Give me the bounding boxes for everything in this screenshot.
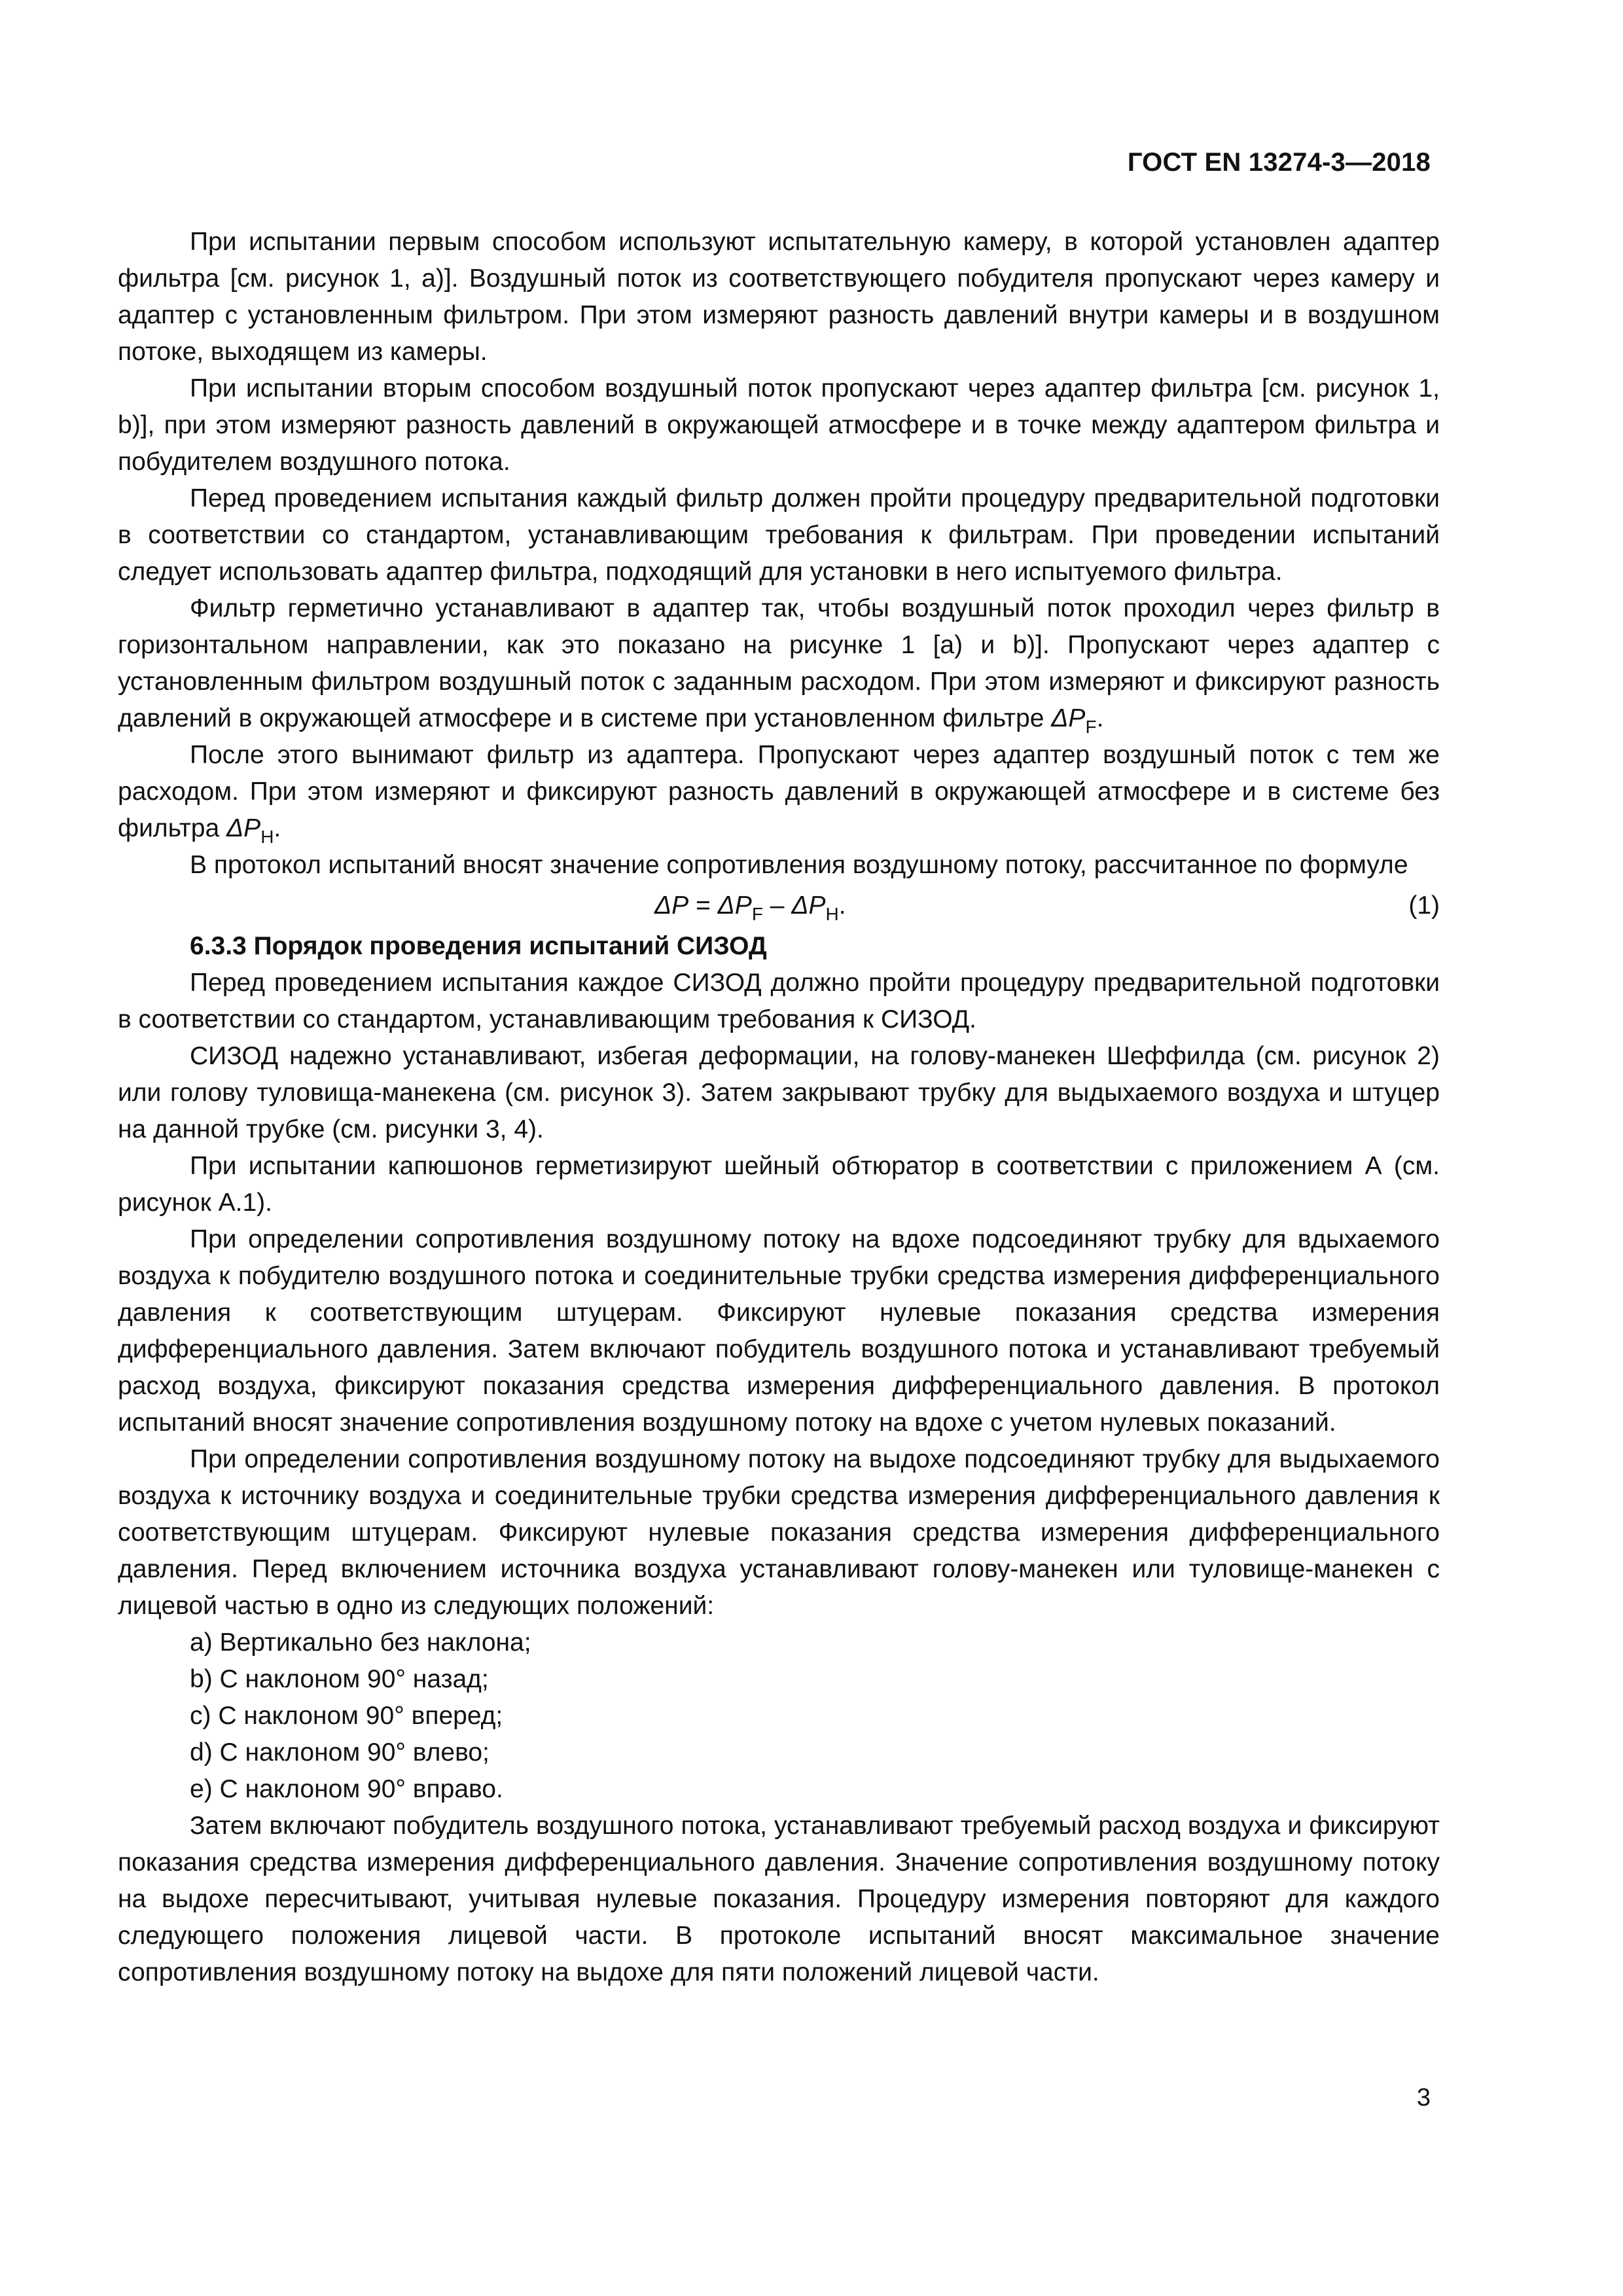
subscript: H [260,827,274,847]
formula-equals: = [688,891,718,920]
subscript: H [825,904,839,924]
list-item: b) С наклоном 90° назад; [190,1665,489,1693]
document-code-header: ГОСТ EN 13274-3—2018 [1127,148,1431,177]
subscript: F [751,904,763,924]
formula-number: (1) [1408,891,1440,920]
punctuation: . [838,891,846,920]
punctuation: . [1096,704,1104,732]
formula-term-f: ΔP [717,891,752,920]
list-item: е) С наклоном 90° вправо. [190,1775,503,1803]
paragraph [118,590,1440,737]
delta-p-symbol: ΔP [226,814,261,842]
formula-lhs: ΔP [654,891,689,920]
formula-minus: – [762,891,792,920]
paragraph-text: Фильтр герметично устанавливают в адаптер так, чтобы воздушный поток проходил через фильтр в горизонтальном направлении, как это показано на рисунке 1 [а) и b)]. Пропускают через адаптер с установленным фильтром воздушный поток с заданным расходом. При этом измеряют и фиксируют разность давлений в окружающей атмосфере и в системе при установленном фильтре [118,594,1440,732]
section-heading: 6.3.3 Порядок проведения испытаний СИЗОД [190,932,767,960]
paragraph [118,737,1440,847]
formula-block [118,884,1440,928]
list-item: а) Вертикально без наклона; [190,1628,531,1657]
page-body [118,224,1440,1991]
list-item: c) С наклоном 90° вперед; [190,1702,503,1730]
paragraph: При определении сопротивления воздушному потоку на вдохе подсоединяют трубку для вдыхаемого воздуха к побудителю воздушного потока и соединительные трубки средства измерения дифференциального давления к соответствующим штуцерам. Фиксируют нулевые показания средства измерения дифференциального давления. Затем включают побудитель воздушного потока и устанавливают требуемый расход воздуха, фиксируют показания средства измерения дифференциального давления. В протокол испытаний вносят значение сопротивления воздушному потоку на вдохе с учетом нулевых показаний. [118,1225,1440,1437]
formula-term-h: ΔP [791,891,826,920]
paragraph: При испытании вторым способом воздушный поток пропускают через адаптер фильтра [см. рисунок 1, b)], при этом измеряют разность давлений в окружающей атмосфере и в точке между адаптером фильтра и побудителем воздушного потока. [118,374,1440,476]
page-number: 3 [1416,2084,1431,2111]
list-item: d) С наклоном 90° влево; [190,1738,490,1767]
punctuation: . [274,814,281,842]
delta-p-symbol: ΔP [1051,704,1086,732]
paragraph: СИЗОД надежно устанавливают, избегая деформации, на голову-манекен Шеффилда (см. рисунок 2) или голову туловища-манекена (см. рисунок 3). Затем закрывают трубку для выдыхаемого воздуха и штуцер на данной трубке (см. рисунки 3, 4). [118,1042,1440,1143]
paragraph: При испытании капюшонов герметизируют шейный обтюратор в соответствии с приложением А (см. рисунок А.1). [118,1152,1440,1217]
paragraph-text: После этого вынимают фильтр из адаптера. Пропускают через адаптер воздушный поток с тем же расходом. При этом измеряют и фиксируют разность давлений в окружающей атмосфере и в системе без фильтра [118,741,1440,842]
paragraph: В протокол испытаний вносят значение сопротивления воздушному потоку, рассчитанное по формуле [190,851,1408,879]
paragraph: При определении сопротивления воздушному потоку на выдохе подсоединяют трубку для выдыхаемого воздуха к источнику воздуха и соединительные трубки средства измерения дифференциального давления к соответствующим штуцерам. Фиксируют нулевые показания средства измерения дифференциального давления. Перед включением источника воздуха устанавливают голову-манекен или туловище-манекен с лицевой частью в одно из следующих положений: [118,1445,1440,1620]
paragraph: При испытании первым способом используют испытательную камеру, в которой установлен адаптер фильтра [см. рисунок 1, а)]. Воздушный поток из соответствующего побудителя пропускают через камеру и адаптер с установленным фильтром. При этом измеряют разность давлений внутри камеры и в воздушном потоке, выходящем из камеры. [118,228,1440,366]
formula-expression [654,884,846,928]
subscript: F [1085,717,1097,737]
paragraph: Перед проведением испытания каждый фильтр должен пройти процедуру предварительной подготовки в соответствии со стандартом, устанавливающим требования к фильтрам. При проведении испытаний следует использовать адаптер фильтра, подходящий для установки в него испытуемого фильтра. [118,484,1440,586]
paragraph: Перед проведением испытания каждое СИЗОД должно пройти процедуру предварительной подготовки в соответствии со стандартом, устанавливающим требования к СИЗОД. [118,969,1440,1033]
paragraph: Затем включают побудитель воздушного потока, устанавливают требуемый расход воздуха и фиксируют показания средства измерения дифференциального давления. Значение сопротивления воздушному потоку на выдохе пересчитывают, учитывая нулевые показания. Процедуру измерения повторяют для каждого следующего положения лицевой части. В протоколе испытаний вносят максимальное значение сопротивления воздушному потоку на выдохе для пяти положений лицевой части. [118,1812,1440,1986]
